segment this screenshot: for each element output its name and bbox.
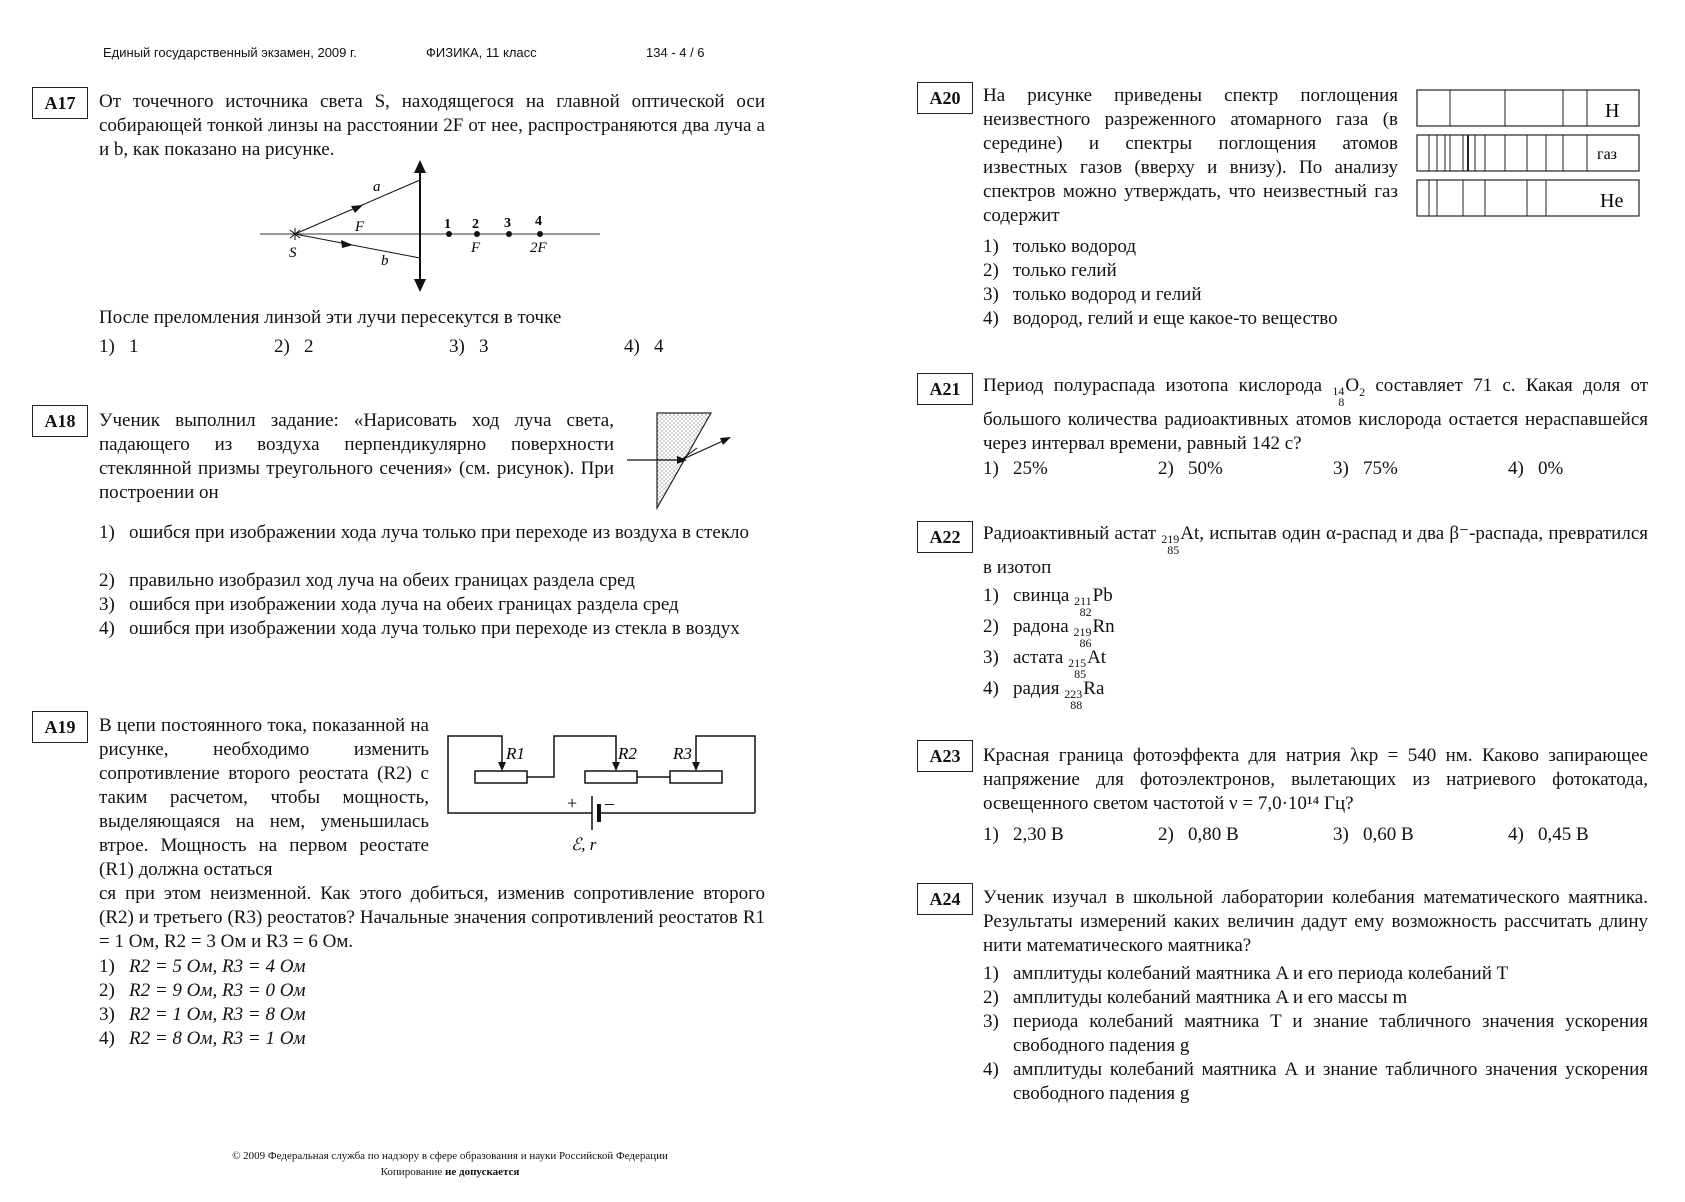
- a19-r2-label: R2: [618, 744, 637, 763]
- a22-option-3[interactable]: 3) астата 215 85 At: [983, 647, 1107, 681]
- a19-r3-label: R3: [673, 744, 692, 763]
- a17-source-label: S: [289, 245, 297, 261]
- a21-option-1[interactable]: 1) 25%: [983, 458, 1048, 479]
- a23-option-2[interactable]: 2) 0,80 В: [1158, 824, 1239, 845]
- a19-circuit-figure: [440, 726, 770, 861]
- task-label-a19: A19: [32, 711, 88, 743]
- a18-text: Ученик выполнил задание: «Нарисовать ход луча света, падающего из воздуха перпендикулярно поверхности стеклянной призмы треугольного сечения» (см. рисунок). При построении он: [99, 410, 614, 503]
- task-label-a20: A20: [917, 82, 973, 114]
- a20-option-1[interactable]: 1) только водород: [983, 236, 1137, 257]
- a23-text: Красная граница фотоэффекта для натрия λкр = 540 нм. Каково запирающее напряжение для фотоэлектронов, вылетающих из натриевого фотокатода, освещенного светом частотой ν = 7,0·10¹⁴ Гц?: [983, 745, 1648, 814]
- a17-focus-right-label: F: [471, 240, 481, 256]
- a22-option-1[interactable]: 1) свинца 211 82 Pb: [983, 585, 1113, 619]
- a18-prism-figure: [625, 410, 735, 510]
- a23-option-1[interactable]: 1) 2,30 В: [983, 824, 1064, 845]
- a17-point-3: 3: [504, 216, 511, 231]
- footer-copy-notice: Копирование не допускается: [380, 1166, 520, 1178]
- a17-focus-left-label: F: [355, 219, 365, 235]
- a24-option-1[interactable]: 1) амплитуды колебаний маятника A и его периода колебаний T: [983, 963, 1509, 984]
- a22-option-2[interactable]: 2) радона 219 86 Rn: [983, 616, 1115, 650]
- header-exam: Единый государственный экзамен, 2009 г.: [103, 45, 357, 60]
- a19-minus-label: –: [605, 793, 614, 813]
- a17-ray-a-label: a: [373, 179, 381, 195]
- a20-spectra-figure: [1415, 88, 1645, 218]
- a19-emf-label: ℰ, r: [571, 835, 597, 854]
- a20-spectrum-he-label: He: [1600, 190, 1624, 212]
- a17-option-4[interactable]: 4) 4: [624, 336, 664, 357]
- a18-option-2[interactable]: 2) правильно изобразил ход луча на обеих границах раздела сред: [99, 570, 635, 591]
- a19-option-1[interactable]: 1) R2 = 5 Ом, R3 = 4 Ом: [99, 956, 306, 977]
- a22-text: Радиоактивный астат 219 85 At, испытав один α-распад и два β⁻-распада, превратился в изотоп: [983, 523, 1648, 578]
- a19-text-part1: В цепи постоянного тока, показанной на рисунке, необходимо изменить сопротивление второго реостата (R2) с таким расчетом, чтобы мощность, выделяющаяся на нем, уменьшилась втрое. Мощность на первом реостате (R1) должна остаться: [99, 715, 429, 880]
- a19-r1-label: R1: [506, 744, 525, 763]
- a20-option-4[interactable]: 4) водород, гелий и еще какое-то вещество: [983, 308, 1338, 329]
- a17-lens-figure: [255, 158, 605, 300]
- a20-option-2[interactable]: 2) только гелий: [983, 260, 1117, 281]
- a17-ray-b-label: b: [381, 253, 389, 269]
- task-label-a17: A17: [32, 87, 88, 119]
- a24-option-4[interactable]: 4) амплитуды колебаний маятника A и знание табличного значения ускорения свободного падения g: [983, 1059, 1648, 1104]
- a19-option-4[interactable]: 4) R2 = 8 Ом, R3 = 1 Ом: [99, 1028, 306, 1049]
- header-page: 134 - 4 / 6: [646, 45, 705, 60]
- a20-text: На рисунке приведены спектр поглощения неизвестного разреженного атомарного газа (в середине) и спектры поглощения атомов известных газов (вверху и внизу). По анализу спектров можно утверждать, что неизвестный газ содержит: [983, 85, 1398, 226]
- task-label-a18: A18: [32, 405, 88, 437]
- a24-option-3[interactable]: 3) периода колебаний маятника T и знание табличного значения ускорения свободного падения g: [983, 1011, 1648, 1056]
- a18-option-4[interactable]: 4) ошибся при изображении хода луча только при переходе из стекла в воздух: [99, 618, 740, 639]
- a21-option-2[interactable]: 2) 50%: [1158, 458, 1223, 479]
- a19-option-3[interactable]: 3) R2 = 1 Ом, R3 = 8 Ом: [99, 1004, 306, 1025]
- a21-option-4[interactable]: 4) 0%: [1508, 458, 1564, 479]
- a19-option-2[interactable]: 2) R2 = 9 Ом, R3 = 0 Ом: [99, 980, 306, 1001]
- a24-option-2[interactable]: 2) амплитуды колебаний маятника A и его массы m: [983, 987, 1408, 1008]
- task-label-a22: A22: [917, 521, 973, 553]
- a17-2f-label: 2F: [530, 240, 547, 256]
- a20-spectrum-h-label: H: [1605, 100, 1620, 122]
- a18-option-1[interactable]: 1) ошибся при изображении хода луча только при переходе из воздуха в стекло: [99, 522, 750, 543]
- a17-point-1: 1: [444, 217, 451, 232]
- a17-option-3[interactable]: 3) 3: [449, 336, 489, 357]
- task-label-a24: A24: [917, 883, 973, 915]
- a21-isotope-numbers: 14 8: [1332, 384, 1345, 409]
- a17-question: После преломления линзой эти лучи пересекутся в точке: [99, 307, 562, 328]
- task-label-a21: A21: [917, 373, 973, 405]
- a21-option-3[interactable]: 3) 75%: [1333, 458, 1398, 479]
- task-label-a23: A23: [917, 740, 973, 772]
- a23-option-3[interactable]: 3) 0,60 В: [1333, 824, 1414, 845]
- a19-plus-label: +: [567, 793, 578, 813]
- a22-option-4[interactable]: 4) радия 223 88 Ra: [983, 678, 1105, 712]
- header-subject: ФИЗИКА, 11 класс: [426, 45, 537, 60]
- a18-option-3[interactable]: 3) ошибся при изображении хода луча на обеих границах раздела сред: [99, 594, 679, 615]
- a17-point-2: 2: [472, 217, 479, 232]
- a17-option-1[interactable]: 1) 1: [99, 336, 139, 357]
- a19-text-part2: ся при этом неизменной. Как этого добиться, изменив сопротивление второго (R2) и третьего (R3) реостатов? Начальные значения сопротивлений реостатов R1 = 1 Ом, R2 = 3 Ом и R3 = 6 Ом.: [99, 883, 765, 952]
- a21-text: Период полураспада изотопа кислорода 14 8 $O_2$ составляет 71 с. Какая доля от большого количества радиоактивных атомов кислорода остается нераспавшейся через интервал времени, равный 142 с?: [983, 375, 1649, 454]
- a20-option-3[interactable]: 3) только водород и гелий: [983, 284, 1202, 305]
- a17-text: От точечного источника света S, находящегося на главной оптической оси собирающей тонкой линзы на расстоянии 2F от нее, распространяются два луча a и b, как показано на рисунке.: [99, 91, 765, 160]
- a24-text: Ученик изучал в школьной лаборатории колебания математического маятника. Результаты измерений каких величин дадут ему возможность рассчитать длину нити математического маятника?: [983, 887, 1648, 956]
- a17-point-4: 4: [535, 214, 542, 229]
- a17-option-2[interactable]: 2) 2: [274, 336, 314, 357]
- a20-spectrum-gas-label: газ: [1597, 146, 1617, 163]
- footer-copyright: © 2009 Федеральная служба по надзору в сфере образования и науки Российской Федерации: [232, 1150, 668, 1162]
- a23-option-4[interactable]: 4) 0,45 В: [1508, 824, 1589, 845]
- a22-isotope-numbers: 219 85: [1161, 532, 1180, 557]
